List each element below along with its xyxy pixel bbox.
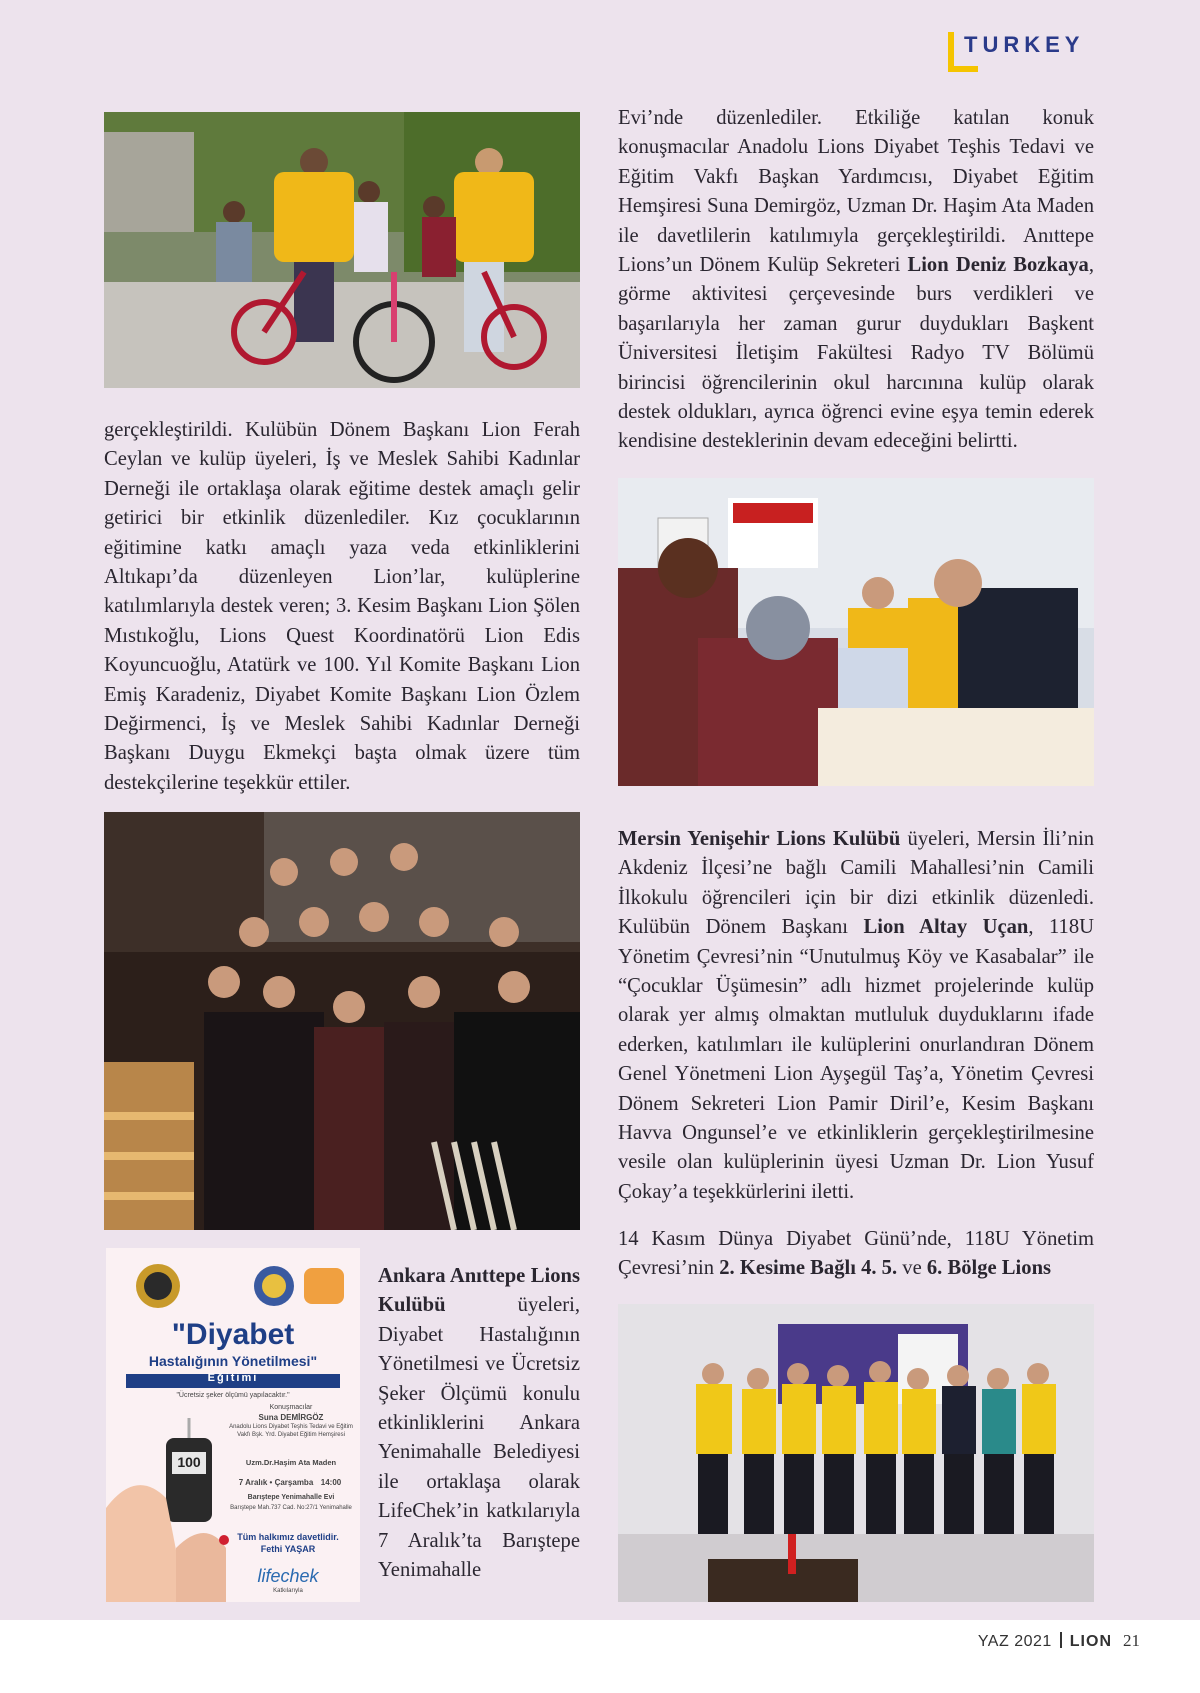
section-label: TURKEY [964, 32, 1085, 57]
footer-divider [1060, 1632, 1062, 1648]
photo-diabetes-screening [618, 478, 1094, 786]
diabetes-mid: ve [897, 1257, 927, 1280]
page-number: 21 [1123, 1631, 1140, 1650]
poster-speakers-label: Konuşmacılar [269, 1404, 313, 1411]
poster-date: 7 Aralık • Çarşamba [238, 1478, 314, 1487]
mersin-bold: Lion Altay Uçan [863, 916, 1029, 939]
logo-l-mark-horizontal [948, 66, 978, 72]
section-logo [948, 32, 1088, 76]
mersin-part-b: , 118U Yönetim Çevresi’nin “Unutulmuş Köy ve Kasabalar” ile “Çocuklar Üşümesin” adlı hizmet projelerinde kulüp olarak yer almış olmaktan mutluluk duyduklarını ifade ederken, katılımları ile kulüplerini onurlandıran Dönem Genel Yönetmeni Lion Ayşegül Taş’a, Yönetim Çevresi Dönem Sekreteri Lion Pamir Diril’e, Kesim Başkanı Havva Ongunsel’e ve etkinliklerin gerçekleştirilmesine vesile olan kulüplerinin üyesi Uzman Dr. Lion Yusuf Çokay’a teşekkürlerini iletti. [618, 916, 1095, 1203]
poster-venue: Barıştepe Yenimahalle Evi [247, 1494, 335, 1501]
photo-lions-group-vests [618, 1304, 1094, 1602]
right-para-1-bold: Lion Deniz Bozkaya [907, 254, 1089, 277]
poster-speaker-1: Suna DEMİRGÖZ [258, 1413, 324, 1422]
footer-issue: YAZ 2021 [977, 1633, 1052, 1650]
poster-note: "Ücretsiz şeker ölçümü yapılacaktır." [176, 1392, 290, 1399]
mersin-part-a: üyeleri, Mersin İli’nin Akdeniz İlçesi’ne bağlı Camili Mahallesi’nin Camili İlkokulu öğrencileri için bir dizi etkinlik düzenledi. Kulübün Dönem Başkanı [618, 828, 1094, 939]
ankara-club-name: Ankara Anıttepe Lions Kulübü [378, 1265, 580, 1317]
poster-speaker-1-role: Anadolu Lions Diyabet Teşhis Tedavi ve Eğitim Vakfı Bşk. Yrd. Diyabet Eğitim Hemşiresi [229, 1424, 353, 1438]
ankara-text: üyeleri, Diyabet Hastalığının Yönetilmesi ve Ücretsiz Şeker Ölçümü konulu etkinliklerini Ankara Yenimahalle Belediyesi ile ortaklaşa olarak LifeChek’in katkılarıyla 7 Aralık’ta Barıştepe Yenimahalle [378, 1294, 580, 1582]
photo-women-group-night [104, 812, 580, 1230]
mersin-paragraph [618, 825, 1094, 1207]
poster-time: 14:00 [320, 1478, 342, 1487]
page-footer [0, 1620, 1200, 1693]
right-paragraph-1 [618, 104, 1094, 457]
diabetes-part-a: 14 Kasım Dünya Diyabet Günü’nde, 118U Yönetim Çevresi’nin [618, 1228, 1094, 1280]
mersin-club-name: Mersin Yenişehir Lions Kulübü [618, 828, 901, 850]
footer-meta [978, 1632, 1112, 1651]
poster-sponsor-sub: Katkılarıyla [273, 1588, 303, 1594]
right-para-1-part-b: , görme aktivitesi çerçevesinde burs verdikleri ve başarılarıyla her zaman gurur duydukları Başkent Üniversitesi İletişim Fakültesi Radyo TV Bölümü birincisi öğrencilerinin okul harcınına kulüp olarak destek oldukları, ayrıca öğrenci evine eşya temin ederek kendisine desteklerinin devam edeceğini belirtti. [618, 254, 1094, 453]
poster-address: Barıştepe Mah.737 Cad. No:27/1 Yenimahalle [230, 1505, 352, 1511]
footer-magazine: LION [1069, 1633, 1112, 1650]
event-poster [106, 1248, 360, 1602]
diabetes-day-paragraph [618, 1225, 1094, 1284]
right-para-1-part-a: Evi’nde düzenlediler. Etkiliğe katılan konuk konuşmacılar Anadolu Lions Diyabet Teşhis Tedavi ve Eğitim Vakfı Başkan Yardımcısı, Diyabet Eğitim Hemşiresi Suna Demirgöz, Uzman Dr. Haşim Ata Maden ile davetlilerin katılımıyla gerçekleştirildi. Anıttepe Lions’un Dönem Kulüp Sekreteri [618, 107, 1094, 277]
poster-signer: Fethi YAŞAR [260, 1544, 316, 1554]
ankara-paragraph [378, 1262, 580, 1585]
poster-speaker-2: Uzm.Dr.Haşim Ata Maden [245, 1458, 337, 1467]
poster-sponsor: lifechek [257, 1566, 319, 1586]
diabetes-bold-1: 2. Kesime Bağlı 4. 5. [719, 1257, 898, 1280]
poster-title: "Diyabet [171, 1318, 295, 1351]
photo-children-bicycles [104, 112, 580, 388]
poster-meter-reading: 100 [177, 1454, 201, 1470]
poster-invite: Tüm halkımız davetlidir. [237, 1532, 339, 1542]
poster-subtitle: Hastalığının Yönetilmesi" [148, 1353, 318, 1369]
poster-band: Eğitimi [207, 1372, 259, 1384]
left-paragraph: gerçekleştirildi. Kulübün Dönem Başkanı Lion Ferah Ceylan ve kulüp üyeleri, İş ve Meslek Sahibi Kadınlar Derneği ile ortaklaşa olarak eğitime destek amaçlı gelir getirici bir etkinlik düzenlediler. Kız çocuklarının eğitimine katkı amaçlı yaza veda etkinliklerini Altıkapı’da düzenleyen Lion’lar, kulüplerine katılımlarıyla destek veren; 3. Kesim Başkanı Lion Şölen Mıstıkoğlu, Lions Quest Koordinatörü Lion Edis Koyuncuoğlu, Atatürk ve 100. Yıl Komite Başkanı Lion Emiş Karadeniz, Diyabet Komite Başkanı Lion Özlem Değirmenci, İş ve Meslek Sahibi Kadınlar Derneği Başkanı Duygu Ekmekçi başta olmak üzere tüm destekçilerine teşekkür ettiler. [104, 419, 580, 794]
diabetes-bold-2: 6. Bölge Lions [926, 1257, 1052, 1280]
